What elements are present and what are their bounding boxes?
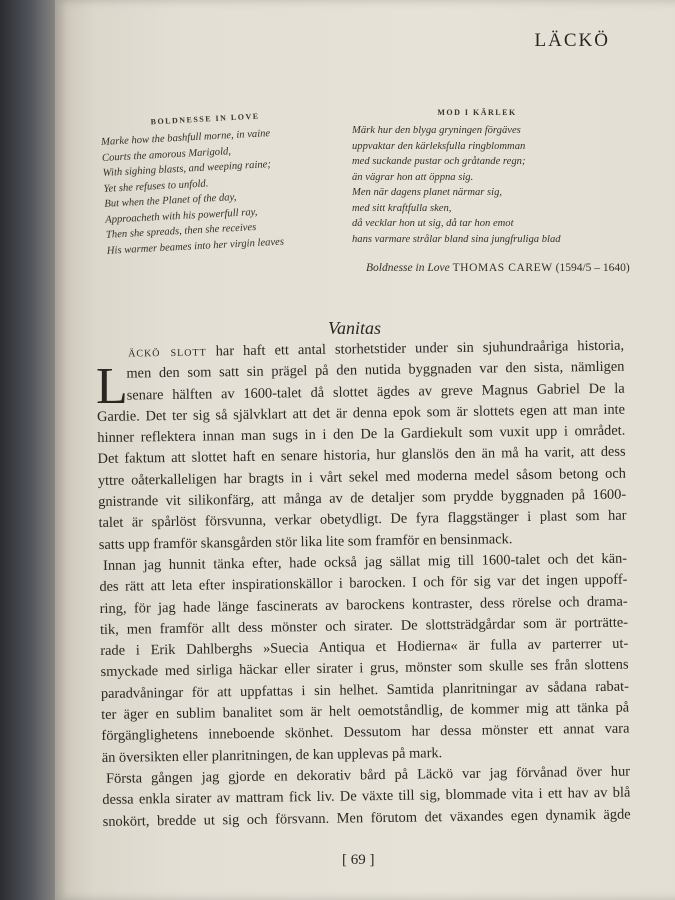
drop-cap: L xyxy=(96,358,128,415)
poem-original-title: BOLDNESSE IN LOVE xyxy=(150,111,260,127)
poem-original-line: Then she spreads, then she receives xyxy=(105,221,257,241)
lead-smallcaps: äckö slott xyxy=(128,343,207,361)
body-line: äckö slott har haft ett antal storhetstider under sin sjuhundraåriga historia, xyxy=(128,337,625,361)
body-line: Det faktum att slottet haft en senare historia, hur glanslös den än må ha varit, att dess xyxy=(97,444,626,468)
poem-translation xyxy=(352,108,622,247)
poem-original-line: Marke how the bashfull morne, in vaine xyxy=(100,128,271,148)
poem-translation-line: Märk hur den blyga gryningen förgäves xyxy=(352,125,521,136)
poem-translation-title: MOD I KÄRLEK xyxy=(437,108,517,117)
poem-original-line: Courts the amorous Marigold, xyxy=(101,145,232,164)
body-line: hinner reflektera innan man sugs in i den De la Gardiekult som vuxit upp i området. xyxy=(97,422,626,447)
body-line: Första gången jag gjorde en dekorativ bård på Läckö var jag förvånad över hur xyxy=(105,763,631,787)
body-line: förgänglighetens inneboende skönhet. Dessutom har dessa mönster ett annat vara xyxy=(101,720,630,745)
poem-original-line: With sighing blasts, and weeping raine; xyxy=(102,159,272,179)
body-text xyxy=(96,336,631,833)
poem-translation-line: än vägrar hon att öppna sig. xyxy=(352,171,474,183)
poem-translation-line: hans varmare strålar bland sina jungfruliga blad xyxy=(352,233,561,245)
poem-translation-line: med suckande pustar och gråtande regn; xyxy=(352,156,526,167)
body-line: des rätt att leta efter inspirationskällor i barocken. I och för sig var det ingen uppoff- xyxy=(99,571,628,596)
body-line: ring, för jag hade länge fascinerats av barockens kontraster, dess rörelse och drama- xyxy=(99,593,628,617)
body-line: men den som satt sin prägel på den nutida byggnaden var den sista, nämligen xyxy=(126,358,625,382)
body-line: Innan jag hunnit tänka efter, hade också jag sällat mig till 1600-talet och det kän- xyxy=(103,550,628,574)
body-line: yttre oåterkalleligen har bragts in i vårt sekel med moderna medel såsom betong och xyxy=(97,465,626,489)
running-head: LÄCKÖ xyxy=(534,30,610,51)
poem-original-line: Approacheth with his powerfull ray, xyxy=(104,206,258,226)
body-line: snokört, bredde ut sig och försvann. Men förutom det växandes egen dynamik ägde xyxy=(102,806,631,830)
body-line: tik, men framför allt dess mönster och sirater. De slottsträdgårdar som är porträtte- xyxy=(99,614,629,638)
poem-translation-line: uppvaktar den kärleksfulla ringblomman xyxy=(352,140,526,152)
section-title: Vanitas xyxy=(328,318,382,338)
poem-attribution xyxy=(366,262,630,274)
body-line: paradvåningar för att uppfattas i sin helhet. Samtida planritningar av sådana rabat- xyxy=(100,678,629,702)
poem-translation-line: då vecklar hon ut sig, då tar hon emot xyxy=(352,218,514,229)
poem-translation-line: med sitt kraftfulla sken, xyxy=(352,202,452,214)
poem-original-line: Yet she refuses to unfold. xyxy=(103,177,209,195)
body-line: än översikten eller planritningen, de kan upplevas på mark. xyxy=(101,744,443,766)
body-line: ter äger en sublim banalitet som är helt oemotståndlig, de kommer mig att tänka på xyxy=(101,699,630,724)
poem-original-line: But when the Planet of the day, xyxy=(104,191,237,210)
body-line: talet är spårlöst försvunna, verkar obetydligt. De fyra flaggstänger i plast som har xyxy=(98,507,627,532)
body-line: gnistrande vit silikonfärg, att många av de detaljer som prydde byggnaden på 1600- xyxy=(98,486,627,511)
poem-translation-line: Men när dagens planet närmar sig, xyxy=(352,187,503,198)
page-number: [ 69 ] xyxy=(342,852,375,868)
poem-original xyxy=(100,109,317,259)
attribution-dates: (1594/5 – 1640) xyxy=(555,262,630,274)
body-line: dessa enkla sirater av mattram fick liv. De växte till sig, blommade vita i ett hav av blå xyxy=(102,784,631,809)
body-line: smyckade med sirliga häckar eller sirater i grus, mönster som skulle ses från slottens xyxy=(100,657,629,681)
body-line: senare hälften av 1600-talet då slottet ägdes av greve Magnus Gabriel De la xyxy=(126,380,625,404)
body-line: Gardie. Det ter sig så självklart att det är denna epok som är slottets egen att man inte xyxy=(96,401,626,425)
body-line: rade i Erik Dahlberghs »Suecia Antiqua et Hodierna« är fulla av parterrer ut- xyxy=(100,635,629,660)
attribution-work: Boldnesse in Love xyxy=(366,262,450,274)
attribution-author: THOMAS CAREW xyxy=(452,262,553,274)
body-line: satts upp framför skansgården stör lika lite som framför en bensinmack. xyxy=(98,530,513,553)
poem-original-line: His warmer beames into her virgin leaves xyxy=(106,236,285,257)
